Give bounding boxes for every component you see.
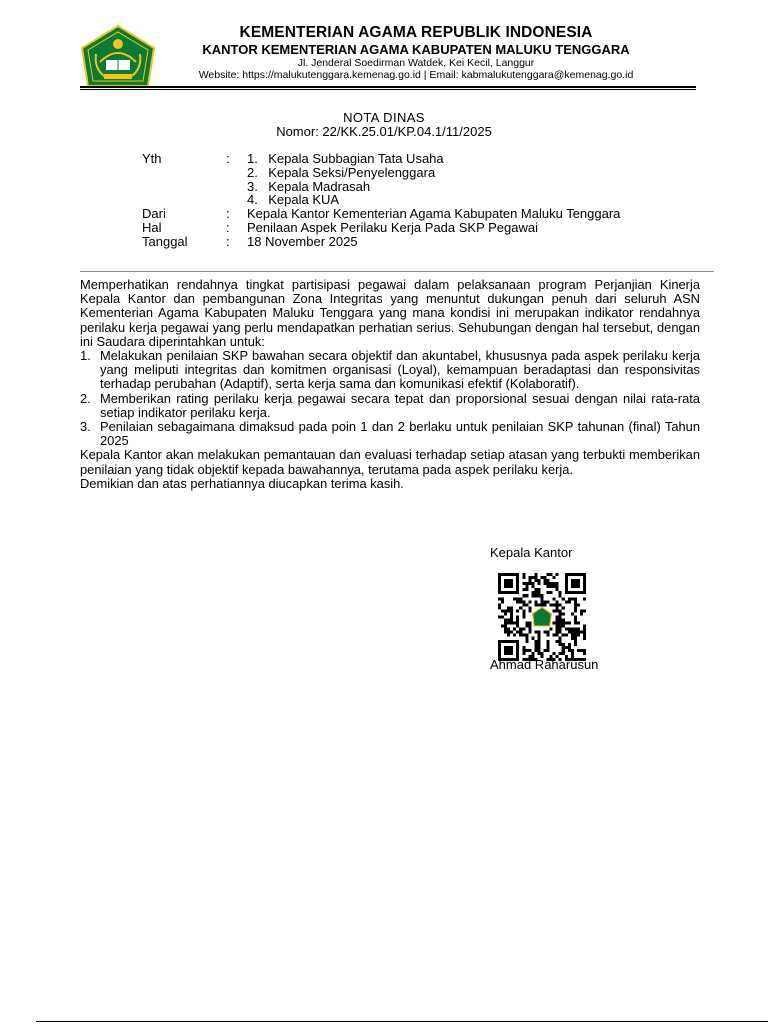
instruction-item <box>80 420 700 448</box>
memo-meta <box>142 152 620 249</box>
colon: : <box>226 206 230 222</box>
subject-value: Penilaan Aspek Perilaku Kerja Pada SKP Pegawai <box>247 219 539 235</box>
instruction-number: 1. <box>80 348 91 364</box>
recipient-item <box>247 152 444 166</box>
letterhead <box>0 0 768 92</box>
recipients-list <box>247 152 444 207</box>
signature-qr-code <box>498 573 586 661</box>
recipient-number: 3. <box>247 178 258 194</box>
instruction-number: 3. <box>80 419 91 435</box>
letterhead-rule-thin <box>80 89 696 90</box>
recipient-number: 4. <box>247 192 258 208</box>
colon: : <box>226 219 230 235</box>
memo-title: NOTA DINAS <box>343 110 425 125</box>
instruction-item <box>80 392 700 420</box>
office-contact: Website: https://malukutenggara.kemenag.go.id | Email: kabmalukutenggara@kemenag.go.id <box>198 69 634 81</box>
recipient-text: Kepala KUA <box>268 192 340 208</box>
recipient-item <box>247 193 444 207</box>
colon: : <box>226 151 230 166</box>
monitoring-paragraph: Kepala Kantor akan melakukan pemantauan dan evaluasi terhadap setiap atasan yang terbukti memberikan penilaian yang tidak objektif kepada bawahannya, terutama pada aspek perilaku kerja. <box>80 447 700 477</box>
from-label: Dari <box>142 206 166 222</box>
recipient-number: 1. <box>247 151 258 166</box>
from-row <box>142 207 620 221</box>
instruction-item <box>80 349 700 392</box>
instruction-text: Memberikan rating perilaku kerja pegawai secara tepat dan proporsional sesuai dengan nilai rata-rata setiap indikator perilaku kerja. <box>100 390 700 420</box>
instruction-number: 2. <box>80 390 91 406</box>
recipients-label: Yth <box>142 151 162 166</box>
memo-body <box>80 278 700 491</box>
letterhead-rule <box>80 86 696 88</box>
recipients-row <box>142 152 620 207</box>
recipient-text: Kepala Seksi/Penyelenggara <box>268 164 436 180</box>
office-name: KANTOR KEMENTERIAN AGAMA KABUPATEN MALUKU TENGGARA <box>202 42 630 57</box>
recipient-item <box>247 166 444 180</box>
recipient-number: 2. <box>247 164 258 180</box>
recipient-text: Kepala Madrasah <box>268 178 371 194</box>
recipient-item <box>247 180 444 194</box>
subject-label: Hal <box>142 219 162 235</box>
instruction-text: Penilaian sebagaimana dimaksud pada poin 1 dan 2 berlaku untuk penilaian SKP tahunan (final) Tahun 2025 <box>100 419 700 449</box>
office-address: Jl. Jenderal Soedirman Watdek, Kei Kecil, Langgur <box>297 57 535 69</box>
ministry-name: KEMENTERIAN AGAMA REPUBLIK INDONESIA <box>239 24 593 41</box>
instruction-list <box>80 349 700 448</box>
instruction-text: Melakukan penilaian SKP bawahan secara objektif dan akuntabel, khususnya pada aspek perilaku kerja yang meliputi integritas dan komitmen organisasi (Loyal), kemampuan beradaptasi dan responsivitas terhadap perubahan (Adaptif), serta kerja sama dan komunikasi efektif (Kolaboratif). <box>100 348 700 392</box>
intro-paragraph: Memperhatikan rendahnya tingkat partisipasi pegawai dalam pelaksanaan program Perjanjian Kinerja Kepala Kantor dan pembangunan Zona Integritas yang menuntut dukungan penuh dari seluruh ASN Kementerian Agama Kabupaten Maluku Tenggara yang mana kondisi ini merupakan indikator rendahnya perilaku kerja pegawai yang perlu mendapatkan perhatian serius. Sehubungan dengan hal tersebut, dengan ini Saudara diperintahkan untuk: <box>80 277 700 349</box>
from-value: Kepala Kantor Kementerian Agama Kabupaten Maluku Tenggara <box>247 206 621 222</box>
memo-number: Nomor: 22/KK.25.01/KP.04.1/11/2025 <box>276 124 492 139</box>
date-row <box>142 235 620 249</box>
section-divider <box>80 271 714 272</box>
date-value: 18 November 2025 <box>247 233 358 249</box>
recipient-text: Kepala Subbagian Tata Usaha <box>268 151 444 166</box>
signatory-title: Kepala Kantor <box>490 545 573 560</box>
ministry-logo-icon <box>80 24 156 90</box>
subject-row <box>142 221 620 235</box>
date-label: Tanggal <box>142 233 188 249</box>
colon: : <box>226 233 230 249</box>
footer-rule <box>36 1021 768 1022</box>
closing-paragraph: Demikian dan atas perhatiannya diucapkan terima kasih. <box>80 475 404 491</box>
signatory-name: Ahmad Raharusun <box>490 657 599 672</box>
